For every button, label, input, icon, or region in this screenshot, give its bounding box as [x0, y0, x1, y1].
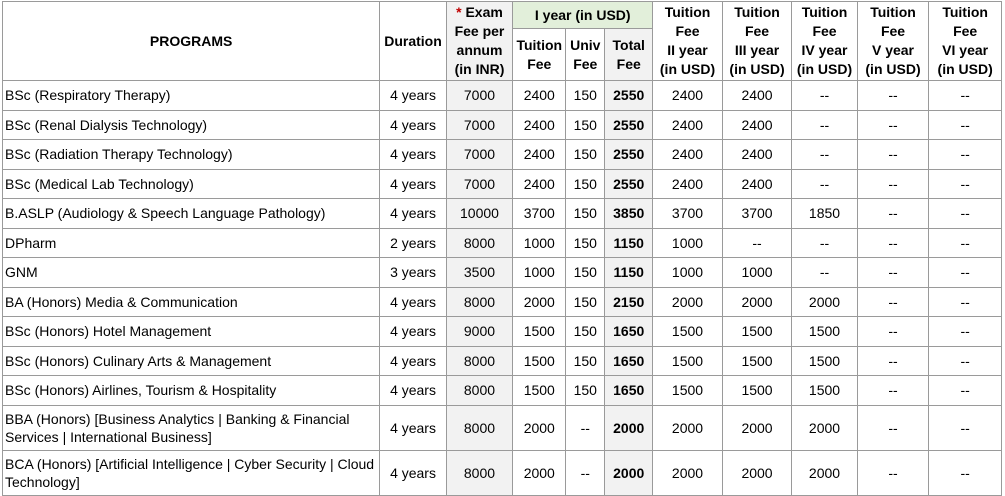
univ-fee-cell: 150	[566, 140, 605, 170]
year2-fee-cell: 2400	[653, 81, 723, 111]
year4-fee-cell: 1500	[792, 376, 857, 406]
exam-fee-cell: 8000	[446, 376, 512, 406]
year5-fee-cell: --	[857, 228, 929, 258]
total-header-line2: Fee	[616, 55, 641, 72]
univ-fee-cell: 150	[566, 199, 605, 229]
year2-header-line4: (in USD)	[659, 61, 716, 77]
year3-fee-cell: 3700	[722, 199, 792, 229]
year5-header-line1: Tuition	[870, 4, 916, 20]
year5-header-line3: V year	[871, 42, 915, 58]
duration-cell: 3 years	[380, 258, 446, 288]
total-fee-cell: 1650	[605, 317, 653, 347]
year5-header-line4: (in USD)	[865, 61, 921, 77]
year5-fee-cell: --	[857, 199, 929, 229]
duration-cell: 4 years	[380, 199, 446, 229]
total-fee-cell: 3850	[605, 199, 653, 229]
exam-fee-cell: 9000	[446, 317, 512, 347]
year4-fee-cell: --	[792, 140, 857, 170]
tuition-fee-cell: 2000	[513, 405, 566, 450]
year6-fee-cell: --	[929, 317, 1002, 347]
univ-fee-cell: 150	[566, 317, 605, 347]
exam-fee-cell: 7000	[446, 169, 512, 199]
duration-cell: 4 years	[380, 81, 446, 111]
univ-fee-cell: 150	[566, 346, 605, 376]
year3-header-line1: Tuition	[734, 4, 780, 20]
exam-header-line2: Fee per	[454, 23, 505, 39]
year5-fee-cell: --	[857, 140, 929, 170]
table-row	[3, 450, 1002, 495]
year4-fee-cell: --	[792, 228, 857, 258]
year4-header	[792, 2, 857, 81]
year6-fee-cell: --	[929, 376, 1002, 406]
year3-fee-cell: 2400	[722, 140, 792, 170]
exam-fee-cell: 8000	[446, 228, 512, 258]
tuition-header-line2: Fee	[527, 55, 552, 72]
year3-header	[722, 2, 792, 81]
year4-fee-cell: 2000	[792, 450, 857, 495]
year2-fee-cell: 1500	[653, 346, 723, 376]
table-row	[3, 376, 1002, 406]
exam-header-line4: (in INR)	[454, 61, 505, 77]
year3-fee-cell: 2000	[722, 287, 792, 317]
univ-fee-cell: 150	[566, 258, 605, 288]
table-row	[3, 317, 1002, 347]
total-fee-cell: 2550	[605, 110, 653, 140]
year6-header-line2: Fee	[953, 23, 978, 39]
table-row	[3, 199, 1002, 229]
duration-cell: 4 years	[380, 287, 446, 317]
table-row	[3, 81, 1002, 111]
duration-cell: 2 years	[380, 228, 446, 258]
year2-fee-cell: 2000	[653, 405, 723, 450]
year4-header-line1: Tuition	[801, 4, 848, 20]
exam-fee-cell: 7000	[446, 140, 512, 170]
program-cell: BBA (Honors) [Business Analytics | Banking & Financial Services | International Business]	[3, 405, 380, 450]
tuition-fee-cell: 1000	[513, 258, 566, 288]
table-row	[3, 287, 1002, 317]
total-fee-cell: 1150	[605, 258, 653, 288]
year2-fee-cell: 2400	[653, 110, 723, 140]
year2-fee-cell: 3700	[653, 199, 723, 229]
year6-fee-cell: --	[929, 228, 1002, 258]
total-fee-cell: 2000	[605, 405, 653, 450]
year4-fee-cell: --	[792, 258, 857, 288]
tuition-fee-cell: 2000	[513, 450, 566, 495]
table-body	[3, 81, 1002, 496]
tuition-fee-cell: 2400	[513, 81, 566, 111]
year4-fee-cell: 1500	[792, 317, 857, 347]
year5-fee-cell: --	[857, 317, 929, 347]
program-cell: BSc (Honors) Hotel Management	[3, 317, 380, 347]
program-cell: BA (Honors) Media & Communication	[3, 287, 380, 317]
year3-fee-cell: 1000	[722, 258, 792, 288]
univ-fee-cell: 150	[566, 287, 605, 317]
exam-header-line3: annum	[456, 42, 503, 58]
year4-header-line2: Fee	[812, 23, 837, 39]
year6-fee-cell: --	[929, 450, 1002, 495]
program-cell: BSc (Honors) Culinary Arts & Management	[3, 346, 380, 376]
univ-fee-cell: 150	[566, 376, 605, 406]
duration-cell: 4 years	[380, 376, 446, 406]
year3-fee-cell: --	[722, 228, 792, 258]
program-cell: GNM	[3, 258, 380, 288]
tuition-fee-cell: 2000	[513, 287, 566, 317]
year5-fee-cell: --	[857, 258, 929, 288]
year2-header-line1: Tuition	[664, 4, 711, 20]
year5-header-line2: Fee	[880, 23, 906, 39]
duration-cell: 4 years	[380, 110, 446, 140]
year6-header-line1: Tuition	[942, 4, 988, 20]
exam-fee-cell: 3500	[446, 258, 512, 288]
year2-fee-cell: 2400	[653, 169, 723, 199]
exam-fee-cell: 8000	[446, 450, 512, 495]
programs-header-label: PROGRAMS	[149, 32, 233, 49]
table-header	[3, 2, 1002, 81]
year6-fee-cell: --	[929, 199, 1002, 229]
year5-fee-cell: --	[857, 169, 929, 199]
year2-header	[653, 2, 723, 81]
year2-fee-cell: 2000	[653, 287, 723, 317]
year5-fee-cell: --	[857, 110, 929, 140]
program-cell: BSc (Honors) Airlines, Tourism & Hospitality	[3, 376, 380, 406]
exam-fee-cell: 10000	[446, 199, 512, 229]
tuition-fee-cell: 3700	[513, 199, 566, 229]
duration-header-label: Duration	[384, 32, 442, 49]
total-fee-cell: 1650	[605, 376, 653, 406]
table-row	[3, 140, 1002, 170]
duration-cell: 4 years	[380, 169, 446, 199]
exam-fee-cell: 8000	[446, 287, 512, 317]
year4-fee-cell: 2000	[792, 287, 857, 317]
year2-header-line2: Fee	[675, 23, 700, 39]
total-fee-cell: 2550	[605, 169, 653, 199]
year3-fee-cell: 2400	[722, 169, 792, 199]
year3-fee-cell: 2000	[722, 405, 792, 450]
table-row	[3, 346, 1002, 376]
year6-header-line3: VI year	[942, 42, 989, 58]
fee-table	[2, 1, 1002, 496]
programs-header	[3, 2, 380, 81]
year6-fee-cell: --	[929, 258, 1002, 288]
univ-fee-cell: 150	[566, 110, 605, 140]
tuition-fee-cell: 1500	[513, 376, 566, 406]
univ-fee-cell: --	[566, 405, 605, 450]
year6-header-line4: (in USD)	[937, 61, 993, 77]
year5-fee-cell: --	[857, 376, 929, 406]
total-fee-cell: 1150	[605, 228, 653, 258]
year6-fee-cell: --	[929, 140, 1002, 170]
year4-fee-cell: --	[792, 169, 857, 199]
year6-header	[929, 2, 1002, 81]
year2-header-line3: II year	[667, 42, 708, 58]
program-cell: DPharm	[3, 228, 380, 258]
year2-fee-cell: 2400	[653, 140, 723, 170]
year4-header-line4: (in USD)	[796, 61, 853, 77]
exam-fee-cell: 7000	[446, 81, 512, 111]
duration-cell: 4 years	[380, 405, 446, 450]
univ-header-line1: Univ	[570, 36, 601, 53]
duration-cell: 4 years	[380, 140, 446, 170]
first-year-header-label: I year (in USD)	[534, 6, 631, 23]
total-header-line1: Total	[612, 36, 645, 53]
exam-header-line1: Exam	[465, 4, 503, 20]
program-cell: BSc (Respiratory Therapy)	[3, 81, 380, 111]
univ-header-line2: Fee	[573, 55, 598, 72]
tuition-fee-cell: 2400	[513, 169, 566, 199]
year3-fee-cell: 1500	[722, 376, 792, 406]
year3-header-line2: Fee	[744, 23, 770, 39]
year5-header	[857, 2, 929, 81]
year3-header-line3: III year	[734, 42, 780, 58]
year2-fee-cell: 1500	[653, 317, 723, 347]
first-year-header	[513, 2, 653, 29]
year5-fee-cell: --	[857, 450, 929, 495]
total-fee-header	[605, 29, 653, 81]
year2-fee-cell: 1000	[653, 228, 723, 258]
table-row	[3, 169, 1002, 199]
table-row	[3, 228, 1002, 258]
year5-fee-cell: --	[857, 287, 929, 317]
program-cell: BSc (Radiation Therapy Technology)	[3, 140, 380, 170]
year2-fee-cell: 1000	[653, 258, 723, 288]
year3-fee-cell: 2000	[722, 450, 792, 495]
univ-fee-cell: 150	[566, 169, 605, 199]
year4-header-line3: IV year	[801, 42, 848, 58]
year3-fee-cell: 1500	[722, 346, 792, 376]
program-cell: BCA (Honors) [Artificial Intelligence | Cyber Security | Cloud Technology]	[3, 450, 380, 495]
year3-fee-cell: 2400	[722, 110, 792, 140]
year4-fee-cell: --	[792, 110, 857, 140]
exam-fee-cell: 8000	[446, 346, 512, 376]
year3-fee-cell: 1500	[722, 317, 792, 347]
duration-cell: 4 years	[380, 450, 446, 495]
tuition-fee-cell: 1500	[513, 317, 566, 347]
exam-fee-header	[446, 2, 512, 81]
duration-header	[380, 2, 446, 81]
tuition-fee-cell: 2400	[513, 110, 566, 140]
total-fee-cell: 2550	[605, 81, 653, 111]
year4-fee-cell: 1500	[792, 346, 857, 376]
asterisk-mark: *	[456, 4, 462, 20]
univ-fee-cell: 150	[566, 81, 605, 111]
year3-header-line4: (in USD)	[729, 61, 785, 77]
year4-fee-cell: --	[792, 81, 857, 111]
year6-fee-cell: --	[929, 287, 1002, 317]
year4-fee-cell: 2000	[792, 405, 857, 450]
total-fee-cell: 2150	[605, 287, 653, 317]
table-row	[3, 258, 1002, 288]
year6-fee-cell: --	[929, 405, 1002, 450]
duration-cell: 4 years	[380, 317, 446, 347]
year5-fee-cell: --	[857, 405, 929, 450]
table-row	[3, 110, 1002, 140]
year6-fee-cell: --	[929, 81, 1002, 111]
duration-cell: 4 years	[380, 346, 446, 376]
total-fee-cell: 2000	[605, 450, 653, 495]
year6-fee-cell: --	[929, 346, 1002, 376]
program-cell: BSc (Renal Dialysis Technology)	[3, 110, 380, 140]
year5-fee-cell: --	[857, 346, 929, 376]
tuition-header-line1: Tuition	[516, 36, 563, 53]
year6-fee-cell: --	[929, 110, 1002, 140]
exam-fee-cell: 8000	[446, 405, 512, 450]
year4-fee-cell: 1850	[792, 199, 857, 229]
exam-fee-cell: 7000	[446, 110, 512, 140]
year2-fee-cell: 2000	[653, 450, 723, 495]
tuition-fee-cell: 1500	[513, 346, 566, 376]
year5-fee-cell: --	[857, 81, 929, 111]
tuition-fee-cell: 1000	[513, 228, 566, 258]
program-cell: BSc (Medical Lab Technology)	[3, 169, 380, 199]
year6-fee-cell: --	[929, 169, 1002, 199]
tuition-fee-cell: 2400	[513, 140, 566, 170]
tuition-fee-header	[513, 29, 566, 81]
univ-fee-header	[566, 29, 605, 81]
univ-fee-cell: --	[566, 450, 605, 495]
table-row	[3, 405, 1002, 450]
univ-fee-cell: 150	[566, 228, 605, 258]
program-cell: B.ASLP (Audiology & Speech Language Pathology)	[3, 199, 380, 229]
year3-fee-cell: 2400	[722, 81, 792, 111]
total-fee-cell: 2550	[605, 140, 653, 170]
total-fee-cell: 1650	[605, 346, 653, 376]
year2-fee-cell: 1500	[653, 376, 723, 406]
